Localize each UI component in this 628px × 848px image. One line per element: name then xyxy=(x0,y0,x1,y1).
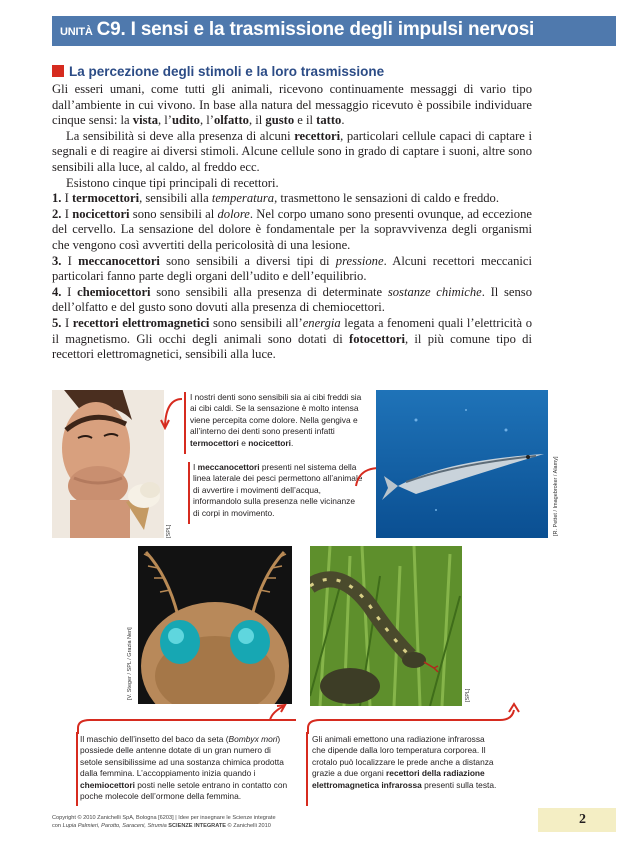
text: presenti nel sistema della linea laterale dei pesci permettono all’animale di avvertire i movimenti dell’acqua, informandolo sulla presenza nelle vicinanze di corpi in movimento. xyxy=(193,462,363,518)
text: , sensibili alla xyxy=(139,191,212,206)
text: con xyxy=(52,823,63,829)
footer-line-1: Copyright © 2010 Zanichelli SpA, Bologna [6203] | Idee per insegnare le Scienze integrate xyxy=(52,815,276,821)
moth-illustration xyxy=(138,546,292,704)
text: I nostri denti sono sensibili sia ai cibi freddi sia ai cibi caldi. Se la sensazione è molto intensa viene percepita come dolore. Nella gengiva e all’interno dei denti sono presenti infatti xyxy=(190,392,362,437)
paragraph-intro-list: Esistono cinque tipi principali di recettori. xyxy=(66,175,279,190)
credit-fish: [R. Pettet / Imagebroker / Alamy] xyxy=(553,456,559,536)
photo-snake-in-grass xyxy=(310,546,462,706)
term-tatto: tatto xyxy=(316,113,342,128)
text: La sensibilità si deve alla presenza di alcuni xyxy=(66,128,295,143)
text: I xyxy=(193,462,198,472)
text: sono sensibili alla presenza di determinate xyxy=(150,284,388,299)
species-name: Bombyx mori xyxy=(228,734,278,744)
term: recettori elettromagnetici xyxy=(72,315,210,330)
authors: Lupia Palmieri, Parotto, Saraceni, Strumia xyxy=(62,823,167,829)
text: Gli animali emettono una radiazione infrarossa che dipende dalla loro temperatura corporea. Il crotalo può localizzare le prede anche a distanza grazie a due organi xyxy=(312,734,494,779)
stimulus: dolore xyxy=(217,206,250,221)
text: sono sensibili al xyxy=(129,206,218,221)
arrow-moth-icon xyxy=(60,700,300,736)
caption-rule-fish xyxy=(188,462,190,524)
text: sono sensibili all’ xyxy=(209,315,303,330)
footer-copyright xyxy=(52,814,472,830)
term-recettori: recettori xyxy=(294,128,341,143)
text: e il xyxy=(294,113,317,128)
photo-man-eating-icecream xyxy=(52,390,164,538)
term-udito: udito xyxy=(171,113,200,128)
unit-header-bar xyxy=(52,16,616,46)
text: I xyxy=(61,253,79,268)
text: legata a fenomeni quali l’elettricità o il magnetismo. Gli occhi degli animali sono dotati di xyxy=(52,315,532,346)
stimulus: pressione xyxy=(335,253,384,268)
arrow-teeth-icon xyxy=(160,396,184,430)
term: meccanocettori xyxy=(197,462,260,472)
text: I xyxy=(61,315,73,330)
list-item-chemiocettori xyxy=(52,285,532,316)
term-gusto: gusto xyxy=(265,113,295,128)
paragraph-senses xyxy=(52,82,532,129)
stimulus: energia xyxy=(302,315,341,330)
section-heading-text: La percezione degli stimoli e la loro trasmissione xyxy=(69,64,385,79)
list-item-nocicettori xyxy=(52,207,532,254)
text: , il xyxy=(248,113,266,128)
unit-title xyxy=(60,19,534,41)
text: I xyxy=(61,191,72,206)
item-number: 5. xyxy=(52,315,62,330)
credit-snake: [SPL] xyxy=(465,688,471,702)
photo-barracuda-fish xyxy=(376,390,548,538)
caption-snake xyxy=(312,734,500,791)
term: nocicettori xyxy=(72,206,130,221)
text: © Zanichelli 2010 xyxy=(226,823,271,829)
text: I xyxy=(61,206,73,221)
stimulus: sostanze chimiche xyxy=(387,284,482,299)
term: termocettori xyxy=(190,437,239,448)
text: . xyxy=(341,113,345,128)
text: posti nelle setole entrano in contatto con poche molecole dell’ormone della femmina. xyxy=(80,779,288,802)
text: . xyxy=(291,437,294,448)
term: termocettori xyxy=(71,191,140,206)
item-number: 4. xyxy=(52,284,62,299)
text: I xyxy=(61,284,78,299)
body-text xyxy=(52,82,532,363)
caption-teeth xyxy=(190,392,365,449)
paragraph-receptors xyxy=(52,129,532,176)
arrow-snake-icon xyxy=(300,700,530,736)
item-number: 2. xyxy=(52,206,62,221)
caption-moth xyxy=(80,734,294,802)
term-olfatto: olfatto xyxy=(213,113,249,128)
page-number-box xyxy=(538,808,616,832)
list-item-meccanocettori xyxy=(52,254,532,285)
red-square-icon xyxy=(52,65,64,77)
unit-word: UNITÀ xyxy=(60,26,93,38)
term: meccanocettori xyxy=(78,253,160,268)
photo-silk-moth xyxy=(138,546,292,704)
text: . Alcuni recettori meccanici particolari fanno parte degli organi dell’udito e dell’equilibrio. xyxy=(52,253,532,284)
term: fotocettori xyxy=(349,331,405,346)
text: , l’ xyxy=(199,113,214,128)
book-title: SCIENZE INTEGRATE xyxy=(166,823,226,829)
item-number: 1. xyxy=(52,191,62,206)
caption-rule-moth xyxy=(76,732,78,806)
page-number: 2 xyxy=(579,812,586,827)
text: Il maschio dell’insetto del baco da seta ( xyxy=(80,734,229,744)
text: . Nel corpo umano sono presenti ovunque, ad eccezione del cervello. La sensazione del dolore è fondamentale per la sopravvivenza degli organismi che vengono così avvertiti della pericolosità di una lesione. xyxy=(52,206,532,252)
term: chemiocettori xyxy=(80,779,135,790)
credit-face: [SPL] xyxy=(166,524,172,538)
text: . Il senso dell’olfatto e del gusto sono dovuti alla presenza di chemiocettori. xyxy=(52,284,533,315)
term: recettori della radiazione elettromagnetica infrarossa xyxy=(312,768,485,790)
list-item-termocettori xyxy=(52,191,532,207)
caption-fish xyxy=(193,462,363,519)
text: presenti sulla testa. xyxy=(421,779,497,790)
text: e xyxy=(238,437,249,448)
text: , particolari cellule capaci di captare i segnali e di reagire ai diversi stimoli. Alcune cellule sono in grado di captare i suoni, altre sono sensibili alla luce, al caldo, al freddo ecc. xyxy=(52,128,532,174)
fish-illustration xyxy=(376,390,548,538)
text: , l’ xyxy=(157,113,172,128)
section-heading xyxy=(52,64,384,79)
text: ) possiede delle antenne dotate di un gran numero di setole sensibilissime ad una sostanza chimica prodotta dalla femmina. L’accoppiamento inizia quando i xyxy=(80,734,284,779)
snake-illustration xyxy=(310,546,462,706)
text: sono sensibili a diversi tipi di xyxy=(159,253,336,268)
text: Gli esseri umani, come tutti gli animali, ricevono continuamente messaggi di vario tipo dall’ambiente in cui vivono. In base alla natura del messaggio ricevuto è possibile individuare cinque sensi: la xyxy=(52,82,532,128)
term-vista: vista xyxy=(132,113,158,128)
face-illustration xyxy=(52,390,164,538)
credit-moth: [V. Steger / SPL / Grazia Neri] xyxy=(127,627,133,700)
item-number: 3. xyxy=(52,253,62,268)
stimulus: temperatura xyxy=(211,191,275,206)
text: , trasmettono le sensazioni di caldo e freddo. xyxy=(274,191,499,206)
caption-rule-snake xyxy=(306,732,308,806)
list-item-elettromagnetici xyxy=(52,316,532,363)
caption-rule-teeth xyxy=(184,392,186,454)
unit-title-text: C9. I sensi e la trasmissione degli impulsi nervosi xyxy=(96,19,535,40)
term: chemiocettori xyxy=(77,284,151,299)
text: , il più comune tipo di recettori elettromagnetici, sensibili alla luce. xyxy=(52,331,532,362)
footer-line-2 xyxy=(52,822,472,830)
term: nocicettori xyxy=(248,437,291,448)
